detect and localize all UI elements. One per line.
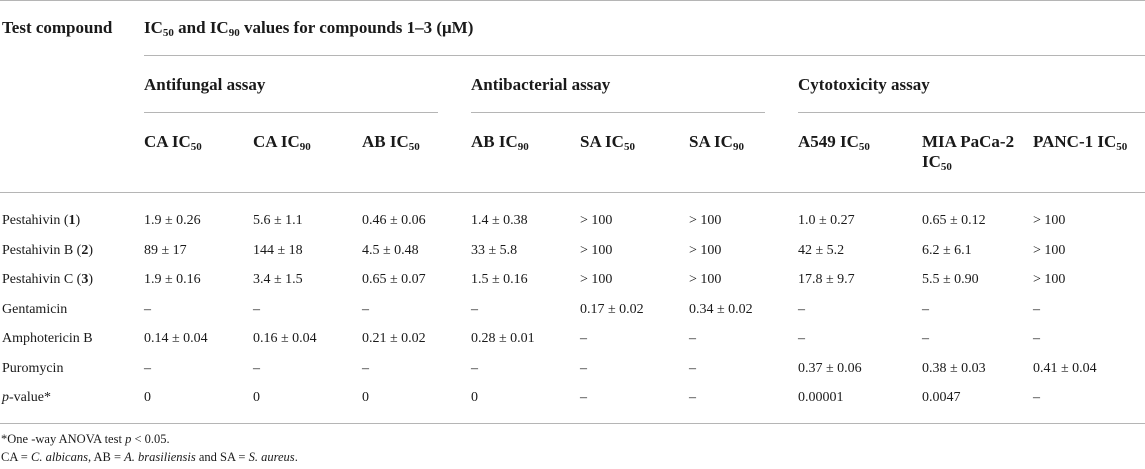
table-cell: –	[144, 302, 151, 317]
table-cell: > 100	[580, 243, 613, 258]
column-header-sub: 50	[408, 141, 420, 153]
table-cell: –	[580, 331, 587, 346]
column-header-sub: 50	[1116, 141, 1128, 153]
footnote-text: *One -way ANOVA test	[1, 432, 126, 446]
table-cell: 0.00001	[798, 390, 844, 405]
table-cell: 144 ± 18	[253, 243, 303, 258]
table-cell: 4.5 ± 0.48	[362, 243, 419, 258]
row-name-italic: p	[2, 390, 9, 405]
table-cell: –	[798, 331, 805, 346]
group-title	[144, 18, 473, 38]
table-cell: –	[689, 390, 696, 405]
row-name	[2, 242, 93, 259]
table-cell: 0.16 ± 0.04	[253, 331, 317, 346]
table-cell: –	[144, 361, 151, 376]
footnote-text: , AB =	[87, 450, 125, 464]
column-header-sub: 90	[299, 141, 311, 153]
row-name-text: Pestahivin C (	[2, 272, 82, 287]
footnote-text: < 0.05.	[131, 432, 170, 446]
table-cell: –	[253, 302, 260, 317]
column-header-label: AB IC	[362, 132, 409, 151]
table-cell: –	[580, 390, 587, 405]
compound-number: 3	[81, 272, 89, 287]
table-cell: –	[1033, 302, 1040, 317]
table-cell: –	[922, 331, 929, 346]
table-cell: > 100	[580, 272, 613, 287]
column-header	[1033, 132, 1145, 152]
group-title-sub: 50	[162, 27, 174, 39]
row-name	[2, 330, 93, 347]
test-compound-header	[2, 18, 122, 38]
table-cell: 0.65 ± 0.07	[362, 272, 426, 287]
rule-group	[144, 55, 1145, 56]
row-name-text: Pestahivin B (	[2, 243, 82, 258]
table-cell: 0.34 ± 0.02	[689, 302, 753, 317]
table-cell: –	[471, 302, 478, 317]
row-name	[2, 360, 63, 377]
table-cell: 0.14 ± 0.04	[144, 331, 208, 346]
table-cell: 0.41 ± 0.04	[1033, 361, 1097, 376]
compound-number: 1	[68, 213, 76, 228]
column-header-label: PANC-1 IC	[1033, 132, 1117, 151]
rule-header-bottom	[0, 192, 1145, 193]
table-cell: 0.21 ± 0.02	[362, 331, 426, 346]
table-cell: > 100	[1033, 243, 1066, 258]
row-name-text: )	[88, 243, 94, 258]
row-name	[2, 271, 93, 288]
footnote-text: .	[294, 450, 298, 464]
row-name-text: Pestahivin (	[2, 213, 69, 228]
column-header-label: MIA PaCa-2 IC	[922, 132, 1015, 171]
table-cell: > 100	[689, 213, 722, 228]
column-header	[144, 132, 249, 152]
column-header	[253, 132, 358, 152]
column-header-sub: 90	[732, 141, 744, 153]
footnote-anova	[1, 432, 170, 447]
row-name	[2, 389, 51, 406]
table-cell: 5.5 ± 0.90	[922, 272, 979, 287]
table-cell: > 100	[689, 272, 722, 287]
row-name	[2, 212, 80, 229]
column-header-label: CA IC	[253, 132, 300, 151]
table-cell: 0	[144, 390, 151, 405]
column-header-label: A549 IC	[798, 132, 859, 151]
table-cell: > 100	[689, 243, 722, 258]
column-header	[798, 132, 918, 152]
group-title-part: IC	[144, 18, 163, 37]
assay-antifungal: Antifungal assay	[144, 75, 266, 94]
table-cell: 89 ± 17	[144, 243, 187, 258]
row-name-text: )	[88, 272, 94, 287]
table-cell: 1.9 ± 0.16	[144, 272, 201, 287]
table-cell: 17.8 ± 9.7	[798, 272, 855, 287]
group-title-sub: 90	[228, 27, 240, 39]
table-cell: 1.9 ± 0.26	[144, 213, 201, 228]
rule-antifungal	[144, 112, 438, 113]
table-cell: –	[1033, 390, 1040, 405]
column-header-label: AB IC	[471, 132, 518, 151]
column-header-label: CA IC	[144, 132, 191, 151]
table-cell: 1.4 ± 0.38	[471, 213, 528, 228]
rule-antibacterial	[471, 112, 765, 113]
footnote-italic: p	[125, 432, 132, 446]
row-name-text: Amphotericin B	[2, 331, 93, 346]
table-cell: 0	[253, 390, 260, 405]
table-cell: 1.0 ± 0.27	[798, 213, 855, 228]
table-cell: –	[362, 361, 369, 376]
table-cell: –	[362, 302, 369, 317]
table-cell: 5.6 ± 1.1	[253, 213, 303, 228]
table-cell: –	[471, 361, 478, 376]
table-cell: 0.37 ± 0.06	[798, 361, 862, 376]
rule-top	[0, 0, 1145, 1]
table-cell: 1.5 ± 0.16	[471, 272, 528, 287]
column-header-sub: 90	[517, 141, 529, 153]
footnote-abbreviations	[1, 450, 298, 465]
table-cell: –	[689, 361, 696, 376]
row-name	[2, 301, 67, 318]
column-header-sub: 50	[858, 141, 870, 153]
table-cell: > 100	[1033, 272, 1066, 287]
table-cell: –	[689, 331, 696, 346]
group-title-part: values for compounds 1–3 (μM)	[239, 18, 474, 37]
table-cell: –	[922, 302, 929, 317]
column-header-sub: 50	[940, 161, 952, 173]
table-cell: > 100	[1033, 213, 1066, 228]
footnote-text: and SA =	[195, 450, 249, 464]
compound-number: 2	[81, 243, 89, 258]
footnote-italic: A. brasiliensis	[124, 450, 196, 464]
column-header	[580, 132, 685, 152]
table-cell: –	[1033, 331, 1040, 346]
column-header-label: SA IC	[689, 132, 733, 151]
assay-cytotoxicity: Cytotoxicity assay	[798, 75, 930, 94]
rule-table-bottom	[0, 423, 1145, 424]
table-cell: –	[253, 361, 260, 376]
column-header	[922, 132, 1030, 172]
table-cell: 0.38 ± 0.03	[922, 361, 986, 376]
footnote-italic: S. aureus	[248, 450, 295, 464]
table-cell: 0.28 ± 0.01	[471, 331, 535, 346]
column-header	[471, 132, 576, 152]
table-cell: 42 ± 5.2	[798, 243, 845, 258]
row-name-text: Puromycin	[2, 361, 64, 376]
table-cell: 3.4 ± 1.5	[253, 272, 303, 287]
column-header-sub: 50	[190, 141, 202, 153]
table-cell: 0.65 ± 0.12	[922, 213, 986, 228]
footnote-italic: C. albicans	[30, 450, 88, 464]
table-cell: 6.2 ± 6.1	[922, 243, 972, 258]
column-header-sub: 50	[623, 141, 635, 153]
table-cell: 0	[362, 390, 369, 405]
footnote-text: CA =	[1, 450, 31, 464]
group-title-part: and IC	[173, 18, 229, 37]
rule-cytotoxicity	[798, 112, 1145, 113]
row-name-text: )	[75, 213, 81, 228]
table-cell: 0	[471, 390, 478, 405]
column-header	[689, 132, 794, 152]
table-cell: –	[580, 361, 587, 376]
test-compound-label: Test compound	[2, 18, 113, 37]
table-cell: 33 ± 5.8	[471, 243, 518, 258]
table-cell: –	[798, 302, 805, 317]
column-header	[362, 132, 467, 152]
row-name-text: -value*	[9, 390, 51, 405]
column-header-label: SA IC	[580, 132, 624, 151]
row-name-text: Gentamicin	[2, 302, 68, 317]
table-cell: > 100	[580, 213, 613, 228]
table-cell: 0.0047	[922, 390, 961, 405]
table-cell: 0.17 ± 0.02	[580, 302, 644, 317]
table-cell: 0.46 ± 0.06	[362, 213, 426, 228]
assay-antibacterial: Antibacterial assay	[471, 75, 611, 94]
